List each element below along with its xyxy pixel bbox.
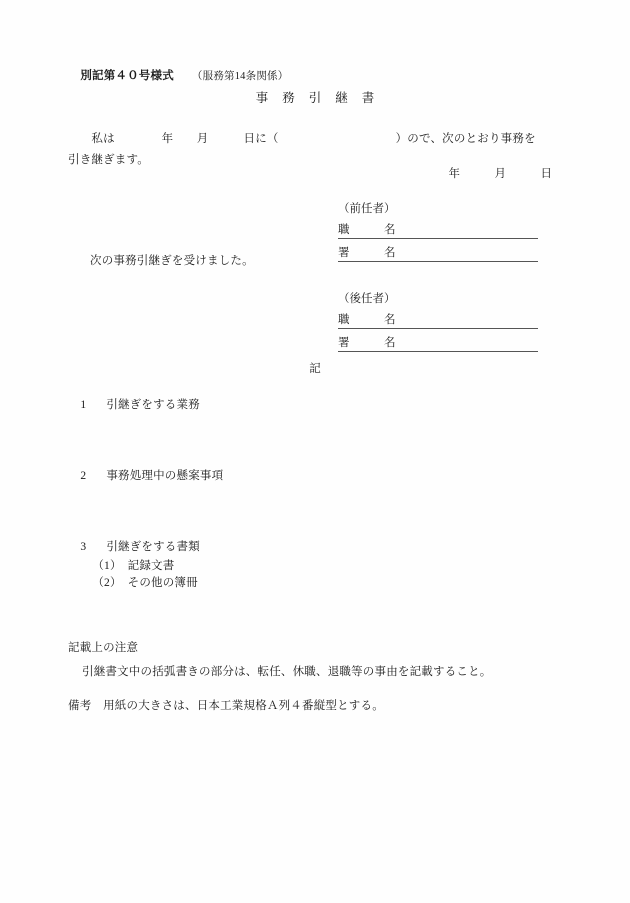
predecessor-signature-label: 署 名 [338,247,396,259]
received-statement: 次の事務引継ぎを受けました。 [90,255,254,267]
subitem-label: 記録文書 [127,559,175,572]
notes-title: 記載上の注意 [68,642,139,654]
subitem-label: その他の簿冊 [127,576,198,589]
item-label: 引継ぎをする業務 [106,398,200,411]
successor-signature-label: 署 名 [338,337,396,349]
date-line: 年 月 日 [448,168,552,180]
successor-heading: （後任者） [338,293,396,305]
document-title: 事務引継書 [255,91,389,105]
item-number: 2 [80,469,87,482]
successor-position-field[interactable] [398,314,539,327]
subitem-number: （2） [92,576,128,589]
successor-position-row [338,311,538,329]
item-number: 3 [80,540,87,553]
list-subitem [80,557,198,610]
record-marker: 記 [309,363,321,375]
successor-position-label: 職 名 [338,314,396,326]
list-item [68,379,200,432]
predecessor-heading: （前任者） [338,203,396,215]
list-item [68,450,223,503]
subitem-number: （1） [92,559,128,572]
successor-signature-field[interactable] [398,337,539,350]
item-number: 1 [80,398,87,411]
successor-signature-row [338,334,538,352]
notes-body: 引継書文中の括弧書きの部分は、転任、休職、退職等の事由を記載すること。 [82,666,492,678]
form-number: 別記第４０号様式 [80,69,174,82]
predecessor-signature-row [338,244,538,262]
item-label: 事務処理中の懸案事項 [106,469,224,482]
remarks-line: 備考 用紙の大きさは、日本工業規格Ａ列４番縦型とする。 [68,700,384,712]
item-label: 引継ぎをする書類 [106,540,200,553]
predecessor-signature-field[interactable] [398,247,539,260]
predecessor-position-row [338,221,538,239]
predecessor-position-field[interactable] [398,224,539,237]
predecessor-position-label: 職 名 [338,224,396,236]
intro-paragraph: 私は 年 月 日に（ ）ので、次のとおり事務を引き継ぎます。 [68,133,536,167]
successor-block [338,290,538,352]
form-reference: （服務第14条関係） [191,70,289,82]
predecessor-block [338,200,538,262]
